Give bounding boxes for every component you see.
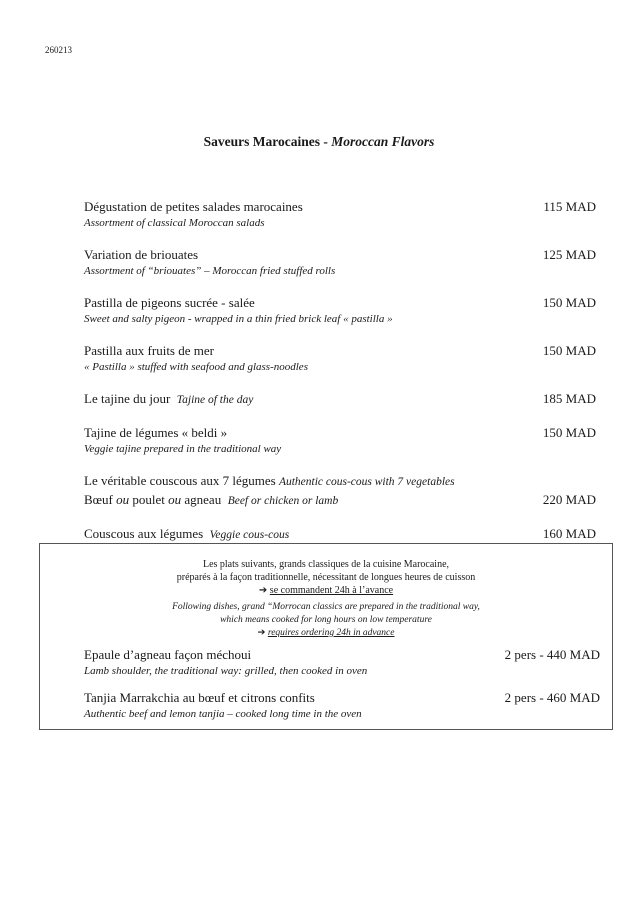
- menu-item: [84, 198, 596, 231]
- item-price: 2 pers - 460 MAD: [504, 690, 600, 705]
- menu-item: [84, 525, 596, 544]
- item-price: 150 MAD: [542, 425, 596, 440]
- specialties-box: [39, 543, 613, 730]
- item-name-fr: Pastilla de pigeons sucrée - salée: [84, 295, 255, 310]
- item-name-fr: Pastilla aux fruits de mer: [84, 343, 214, 358]
- item-name-fr: Dégustation de petites salades marocaines: [84, 199, 303, 214]
- note-line: Les plats suivants, grands classiques de la cuisine Marocaine,: [202, 559, 450, 570]
- item-price: 150 MAD: [542, 295, 596, 310]
- item-name-en: Tajine of the day: [176, 394, 254, 406]
- item-options: [84, 491, 596, 510]
- item-name: [84, 472, 596, 491]
- note-line: [40, 627, 612, 640]
- item-name-en: Authentic cous-cous with 7 vegetables: [278, 476, 455, 488]
- menu-item: [84, 342, 596, 375]
- item-price: 185 MAD: [542, 391, 596, 406]
- item-name: [84, 525, 596, 544]
- note-line: [40, 584, 612, 597]
- arrow-icon: ➔: [258, 585, 268, 596]
- special-item: [84, 646, 600, 679]
- item-name-en: « Pastilla » stuffed with seafood and glass-noodles: [84, 361, 308, 373]
- menu-item: [84, 294, 596, 327]
- item-name-en: Veggie tajine prepared in the traditional way: [84, 443, 282, 455]
- option-or: ou: [168, 492, 182, 507]
- arrow-icon: ➔: [257, 628, 266, 638]
- title-en: Moroccan Flavors: [331, 134, 435, 149]
- menu-list: [84, 198, 596, 559]
- note-order-text: se commandent 24h à l’avance: [269, 585, 394, 596]
- specialties-note-fr: [40, 558, 612, 597]
- note-line: préparés à la façon traditionnelle, nécessitant de longues heures de cuisson: [176, 572, 476, 583]
- special-item: [84, 689, 600, 722]
- option-beef: Bœuf: [84, 492, 113, 507]
- item-name-en: Assortment of classical Moroccan salads: [84, 217, 265, 229]
- item-name-fr: Tanjia Marrakchia au bœuf et citrons confits: [84, 690, 315, 705]
- note-order-text: requires ordering 24h in advance: [267, 628, 395, 638]
- item-price: 115 MAD: [543, 199, 596, 214]
- menu-item-couscous: [84, 472, 596, 510]
- item-price: 220 MAD: [542, 492, 596, 507]
- item-name-en: Assortment of “briouates” – Moroccan fried stuffed rolls: [84, 265, 336, 277]
- item-price: 150 MAD: [542, 343, 596, 358]
- item-price: 2 pers - 440 MAD: [504, 647, 600, 662]
- option-or: ou: [116, 492, 130, 507]
- item-price: 125 MAD: [542, 247, 596, 262]
- note-line: which means cooked for long hours on low temperature: [220, 615, 432, 625]
- option-chicken: poulet: [132, 492, 165, 507]
- item-options-en: Beef or chicken or lamb: [227, 495, 339, 507]
- item-name-en: Authentic beef and lemon tanjia – cooked long time in the oven: [84, 708, 362, 720]
- item-name-fr: Le tajine du jour: [84, 391, 171, 406]
- note-line: Following dishes, grand “Morrocan classics are prepared in the traditional way,: [172, 602, 480, 612]
- option-lamb: agneau: [184, 492, 222, 507]
- menu-item: [84, 246, 596, 279]
- item-name-fr: Couscous aux légumes: [84, 526, 204, 541]
- item-name-fr: Tajine de légumes « beldi »: [84, 425, 228, 440]
- page-title: [0, 134, 638, 150]
- menu-item: [84, 424, 596, 457]
- title-fr: Saveurs Marocaines -: [203, 134, 332, 149]
- item-name-en: Sweet and salty pigeon - wrapped in a thin fried brick leaf « pastilla »: [84, 313, 393, 325]
- item-name: [84, 390, 596, 409]
- item-price: 160 MAD: [542, 526, 596, 541]
- item-name-en: Veggie cous-cous: [209, 529, 290, 541]
- item-name-fr: Epaule d’agneau façon méchoui: [84, 647, 252, 662]
- item-name-fr: Variation de briouates: [84, 247, 199, 262]
- item-name-en: Lamb shoulder, the traditional way: grilled, then cooked in oven: [84, 665, 368, 677]
- specialties-note-en: [40, 601, 612, 640]
- item-name-fr: Le véritable couscous aux 7 légumes: [84, 473, 276, 488]
- menu-item: [84, 390, 596, 409]
- document-code: 260213: [45, 45, 72, 55]
